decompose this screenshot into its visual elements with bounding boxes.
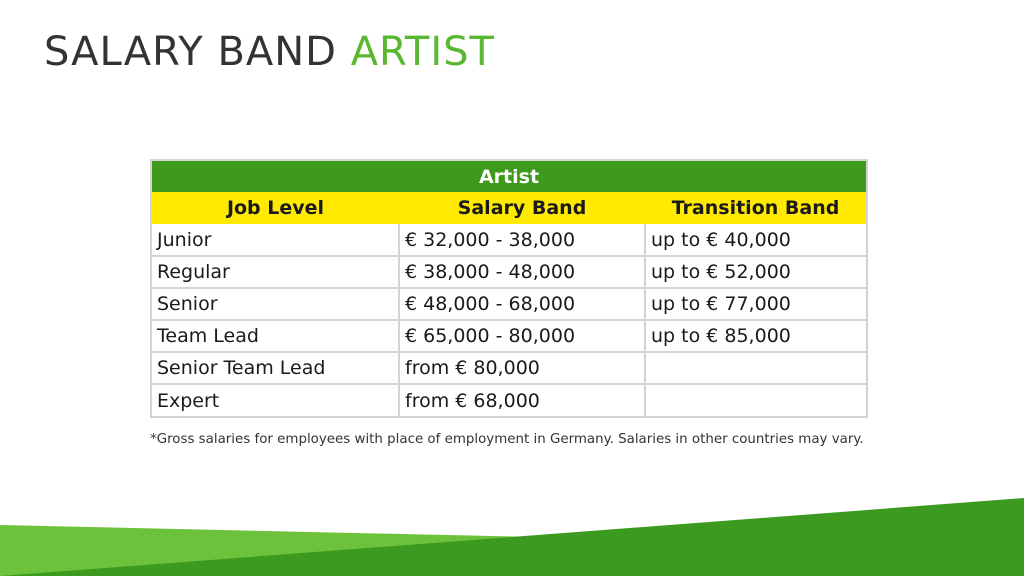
title-prefix: SALARY BAND — [44, 29, 351, 75]
cell-salary-band: € 48,000 - 68,000 — [399, 288, 645, 320]
cell-transition-band: up to € 85,000 — [645, 320, 866, 352]
cell-salary-band: € 38,000 - 48,000 — [399, 256, 645, 288]
cell-transition-band — [645, 384, 866, 416]
cell-salary-band: from € 68,000 — [399, 384, 645, 416]
cell-salary-band: € 32,000 - 38,000 — [399, 224, 645, 256]
footer-wedge-light — [0, 525, 1024, 576]
cell-transition-band: up to € 40,000 — [645, 224, 866, 256]
column-header-salary-band: Salary Band — [399, 192, 645, 224]
table-row-senior-team-lead — [152, 352, 866, 384]
table-row-senior — [152, 288, 866, 320]
cell-job-level: Expert — [152, 384, 399, 416]
cell-transition-band: up to € 52,000 — [645, 256, 866, 288]
table-header-row — [152, 192, 866, 224]
table-row-regular — [152, 256, 866, 288]
footnote: *Gross salaries for employees with place of employment in Germany. Salaries in other countries may vary. — [150, 432, 864, 447]
cell-transition-band — [645, 352, 866, 384]
cell-job-level: Senior — [152, 288, 399, 320]
salary-table — [150, 159, 868, 418]
cell-job-level: Team Lead — [152, 320, 399, 352]
cell-job-level: Junior — [152, 224, 399, 256]
cell-job-level: Regular — [152, 256, 399, 288]
cell-transition-band: up to € 77,000 — [645, 288, 866, 320]
footer-wedge-dark — [0, 498, 1024, 576]
table-row-junior — [152, 224, 866, 256]
table-caption: Artist — [152, 161, 866, 192]
cell-salary-band: € 65,000 - 80,000 — [399, 320, 645, 352]
page-title — [44, 26, 495, 78]
table-row-expert — [152, 384, 866, 416]
table-caption-row — [152, 161, 866, 192]
table-row-team-lead — [152, 320, 866, 352]
cell-salary-band: from € 80,000 — [399, 352, 645, 384]
column-header-job-level: Job Level — [152, 192, 399, 224]
column-header-transition-band: Transition Band — [645, 192, 866, 224]
cell-job-level: Senior Team Lead — [152, 352, 399, 384]
title-accent: ARTIST — [350, 29, 495, 75]
